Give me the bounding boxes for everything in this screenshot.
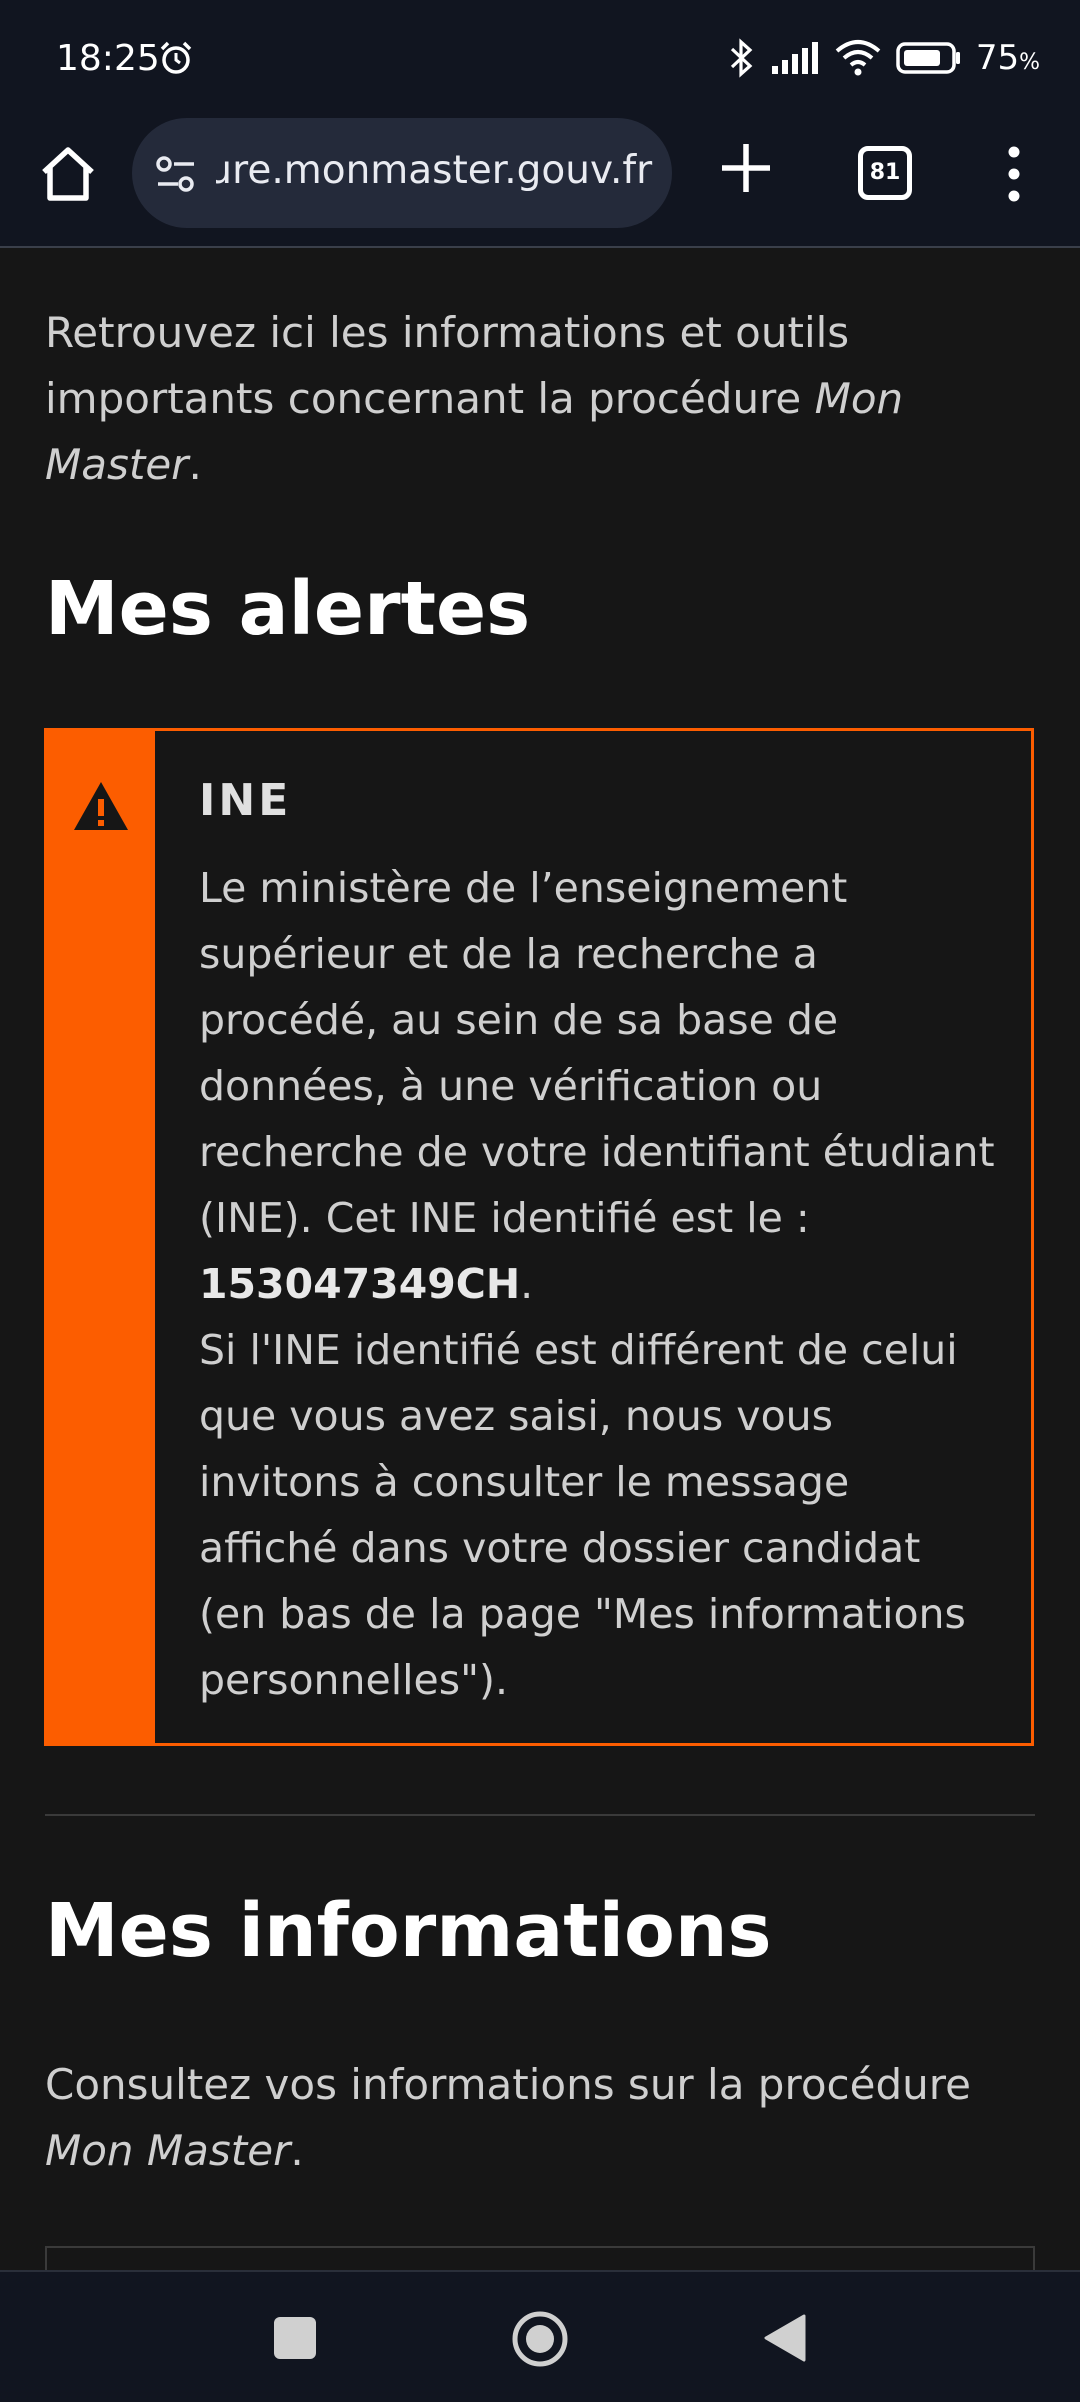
alert-title: INE (199, 775, 292, 826)
new-tab-icon[interactable] (716, 138, 776, 198)
info-text: Consultez vos informations sur la procédure Mon Master. (45, 2060, 971, 2175)
address-bar[interactable] (132, 118, 672, 228)
info-card[interactable] (45, 2246, 1035, 2270)
browser-toolbar (0, 118, 1080, 248)
alert-accent-bar (47, 731, 155, 1743)
warning-icon (71, 779, 131, 833)
ine-number: 153047349CH (199, 1260, 521, 1308)
system-nav-bar (0, 2270, 1080, 2402)
tab-switcher-icon[interactable]: 81 (858, 146, 912, 200)
home-circle-icon[interactable] (511, 2310, 569, 2368)
bluetooth-icon (726, 38, 756, 78)
alert-body: Le ministère de l’enseignement supérieur et de la recherche a procédé, au sein de sa base de données, à une vérification ou recherche de votre identifiant étudiant (INE). Cet INE identifié est le : 153047349CH. Si l'INE identifié est différent de celui que vous avez saisi, nous vous invitons à consulter le message affiché dans votre dossier candidat (en bas de la page "Mes informations personnelles"). (199, 864, 995, 1704)
alerts-heading: Mes alertes (45, 566, 531, 652)
home-icon[interactable] (36, 142, 100, 206)
battery-icon (896, 41, 962, 75)
battery-percent: 75% (975, 38, 1040, 78)
section-divider (45, 1814, 1035, 1816)
alarm-icon (158, 40, 194, 76)
info-heading: Mes informations (45, 1888, 772, 1974)
back-icon[interactable] (762, 2312, 808, 2364)
more-menu-icon[interactable] (1000, 142, 1028, 206)
recents-icon[interactable] (274, 2317, 316, 2359)
intro-text: Retrouvez ici les informations et outils importants concernant la procédure Mon Master. (45, 308, 904, 489)
signal-icon (770, 40, 820, 76)
site-settings-icon[interactable] (154, 154, 198, 194)
status-bar (0, 0, 1080, 118)
wifi-icon (834, 39, 882, 77)
url-text: ɹre.monmaster.gouv.fr (216, 148, 653, 193)
ine-alert (44, 728, 1034, 1746)
page-content (0, 248, 1080, 2270)
status-time: 18:25 (56, 38, 160, 79)
